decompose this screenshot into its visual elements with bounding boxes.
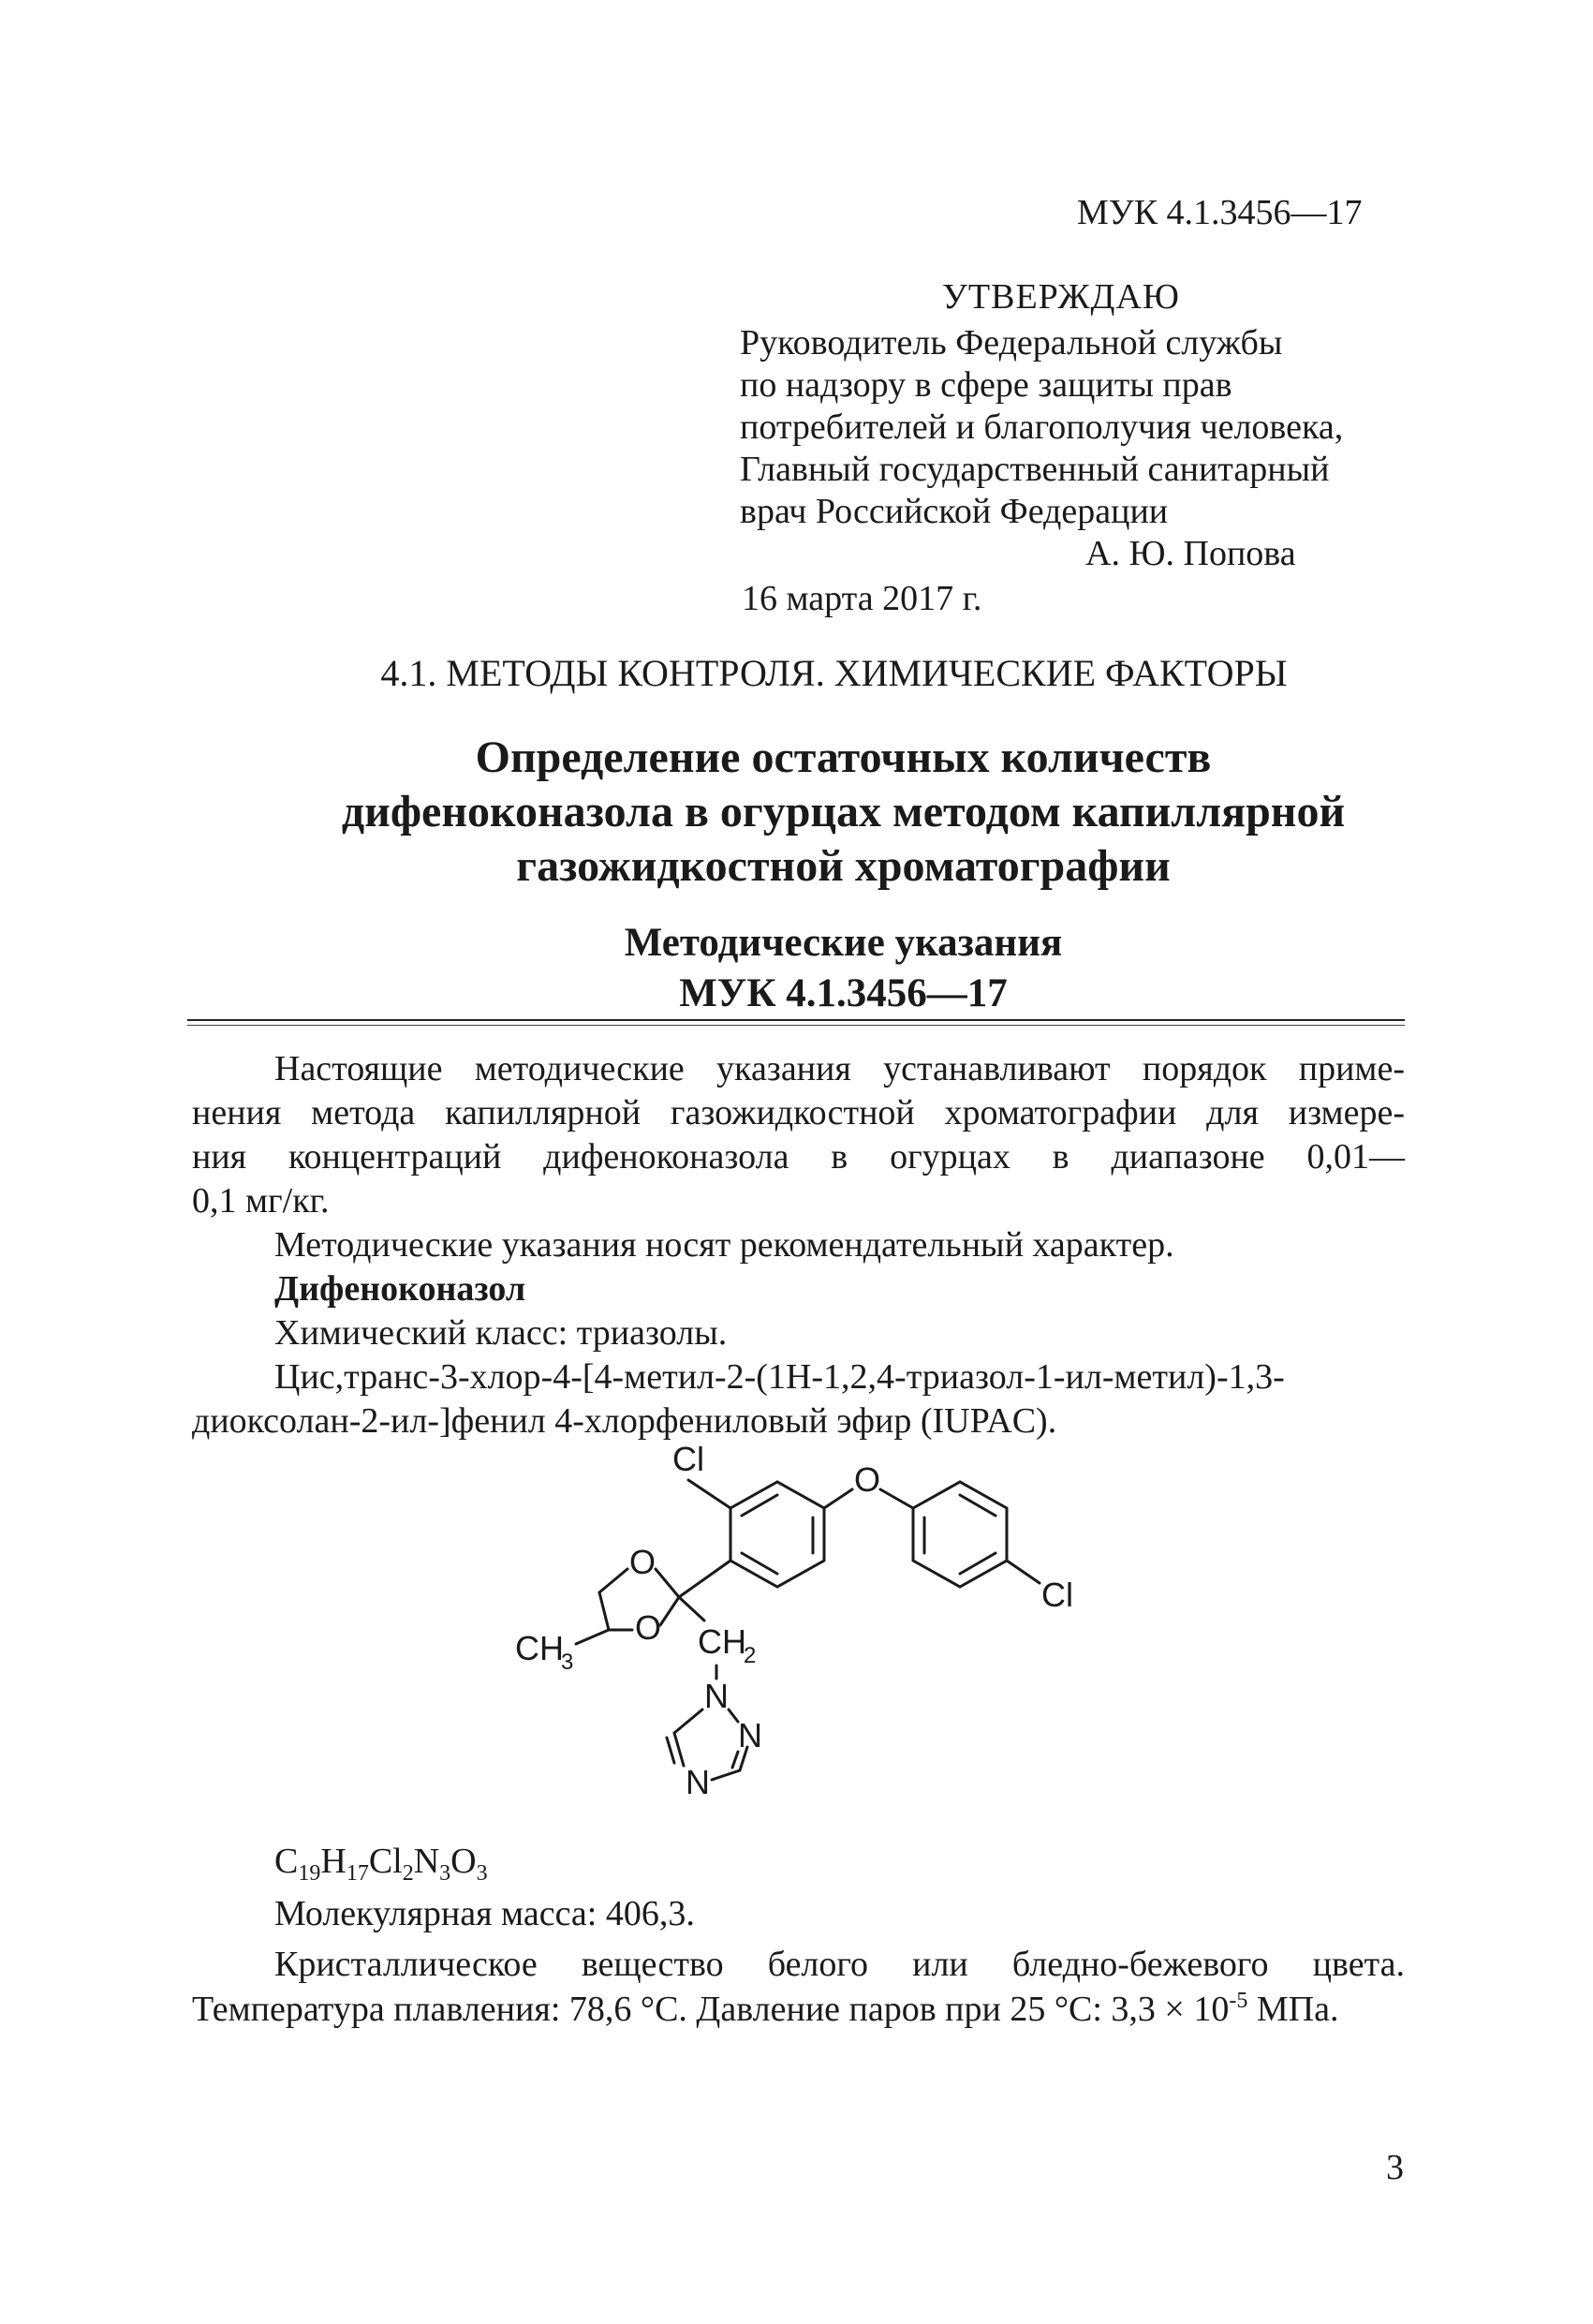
formula-element: N (413, 1842, 440, 1881)
formula-element: O (450, 1842, 477, 1881)
divider (187, 1019, 1405, 1021)
oxygen-bridge-label: O (854, 1460, 881, 1499)
molecular-mass: Молекулярная масса: 406,3. (274, 1894, 695, 1933)
formula-subscript: 3 (476, 1861, 488, 1886)
pressure-unit: МПа. (1247, 1990, 1339, 2029)
nitrogen-label: N (704, 1677, 729, 1715)
intro-line: 0,1 мг/кг. (192, 1181, 330, 1221)
methyl-subscript: 3 (561, 1650, 574, 1675)
formula-subscript: 19 (298, 1861, 321, 1886)
approval-date: 16 марта 2017 г. (742, 579, 982, 618)
approval-line: врач Российской Федерации (740, 492, 1169, 531)
title-line: газожидкостной хроматографии (516, 841, 1171, 891)
appearance-text: Кристаллическое вещество белого или бледно-бежевого цвета. (274, 1945, 1405, 1984)
section-heading: 4.1. МЕТОДЫ КОНТРОЛЯ. ХИМИЧЕСКИЕ ФАКТОРЫ (380, 652, 1288, 694)
physical-properties (192, 1989, 1405, 2030)
document-subtitle (0, 918, 1593, 1019)
formula-subscript: 3 (439, 1861, 451, 1886)
document-title (0, 731, 1593, 894)
melting-text: Температура плавления: 78,6 °С. Давление паров при 25 °С: 3,3 × 10 (192, 1990, 1230, 2029)
intro-line: Настоящие методические указания устанавливают порядок приме- (274, 1049, 1405, 1088)
intro-line: нения метода капиллярной газожидкостной хроматографии для измере- (192, 1093, 1405, 1132)
intro-line: ния концентраций дифеноконазола в огурцах в диапазоне 0,01— (192, 1137, 1405, 1177)
formula-element: Cl (368, 1842, 403, 1881)
nitrogen-label: N (686, 1763, 710, 1801)
subtitle-code: МУК 4.1.3456—17 (679, 971, 1008, 1015)
iupac-line: диоксолан-2-ил-]фенил 4-хлорфениловый эфир (IUPAC). (192, 1401, 1057, 1441)
subtitle-line: Методические указания (624, 921, 1063, 965)
oxygen-ring-label: O (629, 1543, 656, 1581)
document-code: МУК 4.1.3456—17 (1077, 193, 1363, 232)
chemical-class: Химический класс: триазолы. (274, 1313, 728, 1353)
oxygen-ring-label: O (635, 1608, 662, 1647)
iupac-line: Цис,транс-3-хлор-4-[4-метил-2-(1Н-1,2,4-триазол-1-ил-метил)-1,3- (274, 1357, 1285, 1397)
nitrogen-label: N (738, 1716, 762, 1754)
divider (187, 1025, 1405, 1026)
exponent: -5 (1229, 1989, 1248, 2013)
approval-line: потребителей и благополучия человека, (740, 407, 1344, 447)
approval-line: Руководитель Федеральной службы (740, 323, 1283, 363)
formula-subscript: 17 (346, 1861, 369, 1886)
benzene-ring (730, 1482, 824, 1587)
cl-label: Cl (1041, 1576, 1073, 1614)
approval-signatory: А. Ю. Попова (1085, 534, 1296, 573)
body-text (192, 1047, 1405, 1443)
cl-label: Cl (672, 1443, 704, 1478)
approval-line: Главный государственный санитарный (740, 450, 1330, 489)
structural-formula (487, 1443, 1180, 1836)
title-line: дифеноконазола в огурцах методом капиллярной (341, 787, 1346, 836)
substance-name: Дифеноконазол (274, 1269, 526, 1309)
formula-element: C (274, 1842, 299, 1881)
methylene-subscript: 2 (744, 1643, 757, 1668)
title-line: Определение остаточных количеств (475, 733, 1212, 782)
methyl-label: CH (515, 1629, 564, 1667)
formula-element: H (320, 1842, 347, 1881)
note-paragraph: Методические указания носят рекомендательный характер. (274, 1225, 1174, 1265)
formula-subscript: 2 (402, 1861, 414, 1886)
chlorophenyl-ring (913, 1482, 1007, 1587)
methylene-label: CH (698, 1622, 746, 1661)
approval-title: УТВЕРЖДАЮ (942, 277, 1180, 317)
approval-block (740, 322, 1414, 533)
molecular-formula (274, 1841, 488, 1887)
approval-line: по надзору в сфере защиты прав (740, 365, 1232, 405)
page-number: 3 (1386, 2148, 1404, 2187)
